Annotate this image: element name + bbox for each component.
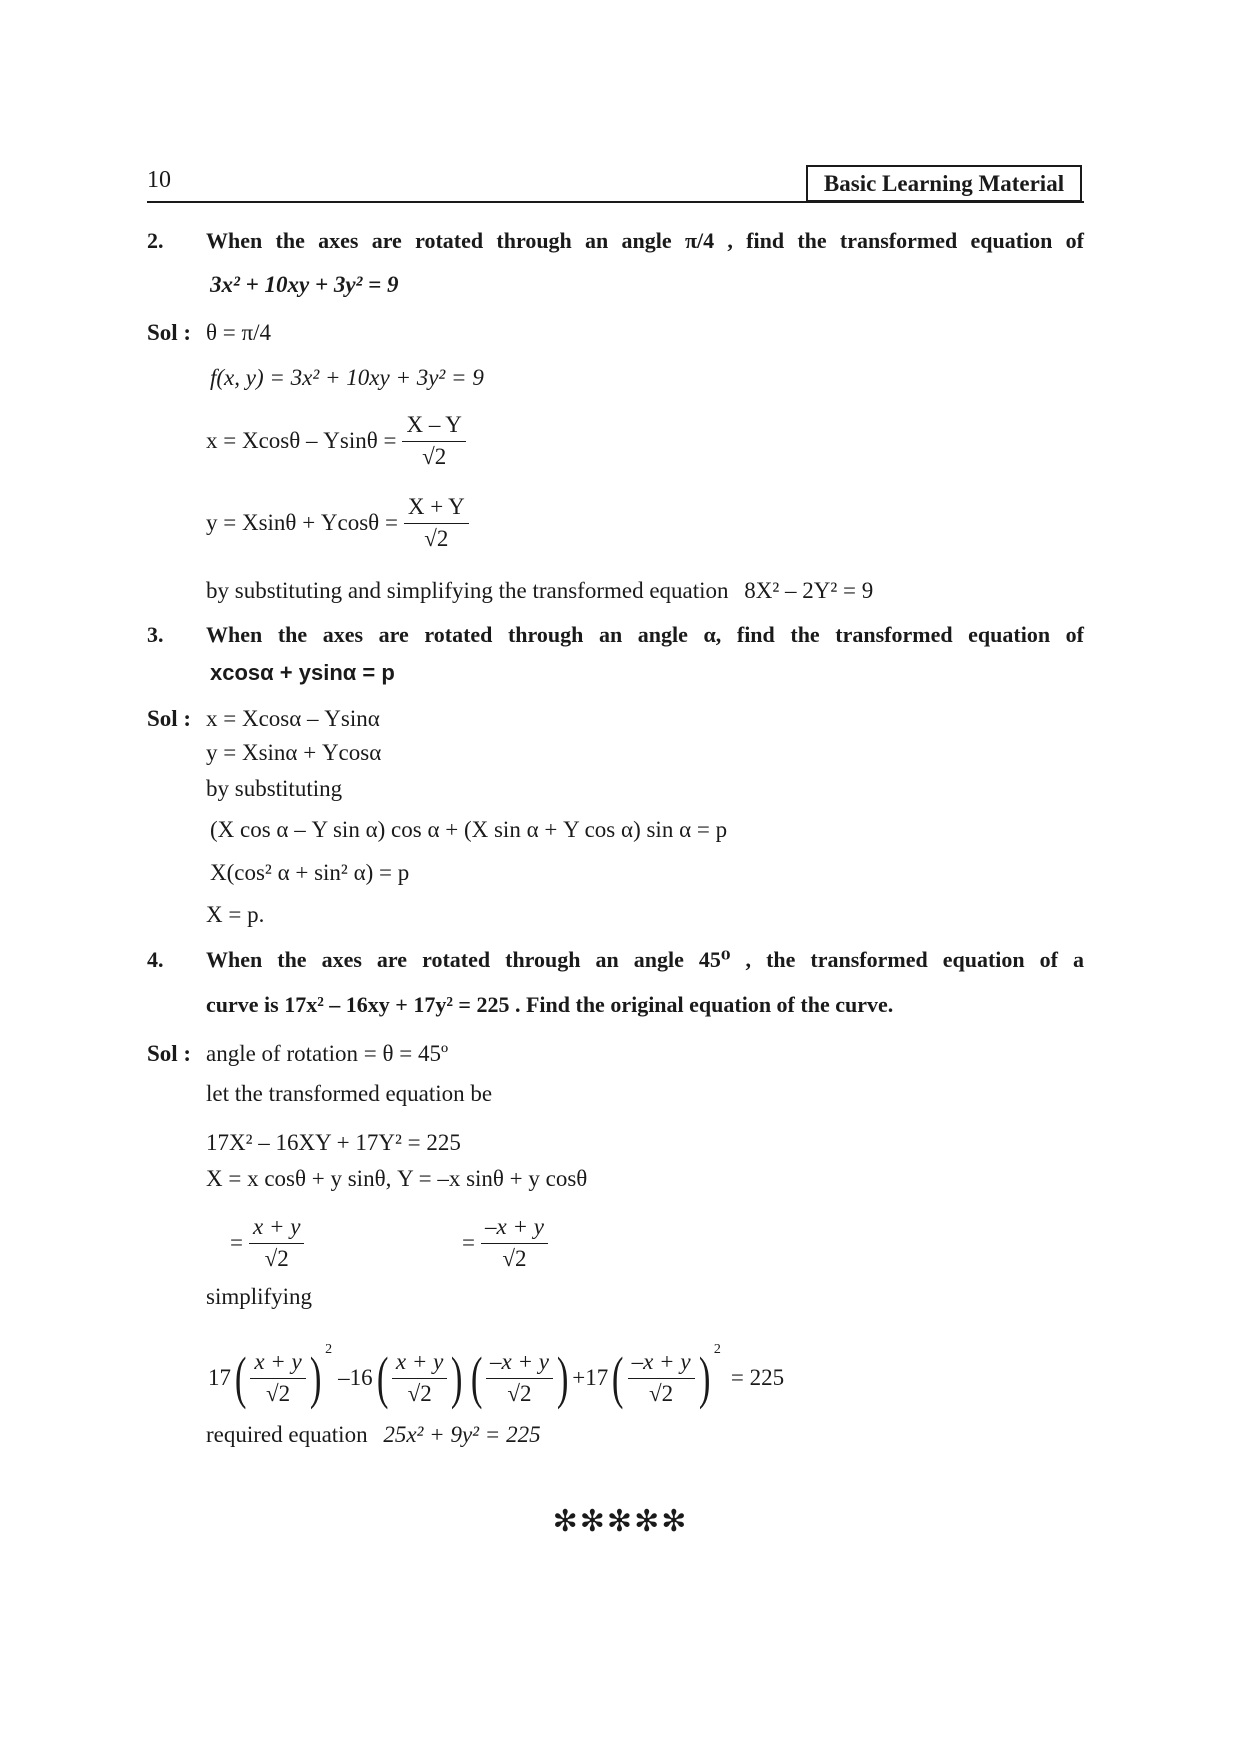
right-paren-icon: ) <box>309 1345 322 1410</box>
q4-number: 4. <box>147 947 164 972</box>
q2-result <box>206 578 873 604</box>
q4-term-4-numerator: –x + y <box>628 1349 695 1379</box>
q4-term-2-numerator: x + y <box>392 1349 447 1379</box>
q4-line-2: let the transformed equation be <box>206 1081 493 1106</box>
left-paren-icon: ( <box>376 1345 389 1410</box>
q4-expanded-expression <box>208 1338 784 1418</box>
q4-term-2 <box>373 1345 467 1410</box>
q4-y-fraction <box>481 1214 548 1272</box>
q2-x-denominator: √2 <box>422 444 447 469</box>
q4-coef-17a: 17 <box>208 1365 231 1390</box>
q3-line-1: x = Xcosα – Ysinα <box>206 706 380 731</box>
q4-rhs: = 225 <box>730 1365 785 1390</box>
q4-line-4: X = x cosθ + y sinθ, Y = –x sinθ + y cosθ <box>206 1166 588 1191</box>
q4-term-1-fraction <box>250 1349 305 1407</box>
q4-term-3-denominator: √2 <box>507 1381 532 1406</box>
q2-y-denominator: √2 <box>424 526 449 551</box>
q4-y-numerator: –x + y <box>481 1214 548 1244</box>
q4-term-1-numerator: x + y <box>250 1349 305 1379</box>
header-title: Basic Learning Material <box>806 165 1082 202</box>
q4-sol-label: Sol : <box>147 1041 192 1066</box>
q4-y-fraction-row <box>462 1214 554 1272</box>
q4-term-3-fraction <box>486 1349 553 1407</box>
q4-term-4-exponent: 2 <box>713 1342 721 1357</box>
q2-y-lhs: y = Xsinθ + Ycosθ = <box>206 510 398 535</box>
left-paren-icon: ( <box>234 1345 247 1410</box>
right-paren-icon: ) <box>451 1345 463 1410</box>
q2-y-numerator: X + Y <box>404 494 469 524</box>
q2-x-numerator: X – Y <box>402 412 465 442</box>
q4-x-equals: = <box>230 1230 243 1255</box>
q4-term-1 <box>231 1342 333 1410</box>
q4-coef-16: –16 <box>338 1365 373 1390</box>
q4-result-equation: 25x² + 9y² = 225 <box>383 1422 541 1447</box>
q4-question-line-2: curve is 17x² – 16xy + 17y² = 225 . Find the original equation of the curve. <box>206 992 894 1017</box>
q2-x-fraction <box>402 412 465 470</box>
q4-term-4-fraction <box>628 1349 695 1407</box>
q3-line-4: (X cos α – Y sin α) cos α + (X sin α + Y cos α) sin α = p <box>210 817 728 842</box>
q4-term-2-denominator: √2 <box>407 1381 432 1406</box>
q4-line-3: 17X² – 16XY + 17Y² = 225 <box>206 1130 461 1155</box>
q4-term-4 <box>608 1342 721 1410</box>
q2-x-lhs: x = Xcosθ – Ysinθ = <box>206 428 397 453</box>
q4-term-2-fraction <box>392 1349 447 1407</box>
q4-question-line-1: When the axes are rotated through an angle 45⁰ , the transformed equation of a <box>206 947 1084 972</box>
q4-x-denominator: √2 <box>264 1246 289 1271</box>
right-paren-icon: ) <box>698 1345 710 1410</box>
right-paren-icon: ) <box>556 1345 569 1410</box>
q3-sol-label: Sol : <box>147 706 192 731</box>
q4-term-1-denominator: √2 <box>265 1381 291 1406</box>
q4-y-denominator: √2 <box>502 1246 527 1271</box>
q2-result-text: by substituting and simplifying the transformed equation <box>206 578 729 603</box>
q3-line-6: X = p. <box>206 902 265 927</box>
q2-number: 2. <box>147 228 164 253</box>
q2-f-line: f(x, y) = 3x² + 10xy + 3y² = 9 <box>210 365 484 390</box>
q4-x-fraction-row <box>230 1214 310 1272</box>
left-paren-icon: ( <box>612 1345 624 1410</box>
q4-result-text: required equation <box>206 1422 368 1447</box>
header-rule <box>147 201 1084 203</box>
q3-line-3: by substituting <box>206 776 343 801</box>
q2-y-fraction <box>404 494 469 552</box>
q4-term-3-numerator: –x + y <box>486 1349 553 1379</box>
q4-term-3 <box>467 1345 573 1410</box>
q3-equation: xcosα + ysinα = p <box>210 660 395 685</box>
q4-line-1: angle of rotation = θ = 45º <box>206 1041 449 1066</box>
q2-sol-label: Sol : <box>147 320 192 345</box>
q4-x-numerator: x + y <box>249 1214 304 1244</box>
q3-line-5: X(cos² α + sin² α) = p <box>210 860 410 885</box>
q4-result <box>206 1422 541 1448</box>
q3-line-2: y = Xsinα + Ycosα <box>206 740 382 765</box>
q2-question: When the axes are rotated through an angle π/4 , find the transformed equation of <box>206 228 1084 253</box>
left-paren-icon: ( <box>470 1345 483 1410</box>
q2-result-equation: 8X² – 2Y² = 9 <box>744 578 874 603</box>
q4-term-4-denominator: √2 <box>649 1381 674 1406</box>
q2-y-substitution <box>206 494 475 552</box>
page-number: 10 <box>147 167 171 193</box>
q2-x-substitution <box>206 412 472 470</box>
q3-question: When the axes are rotated through an angle α, find the transformed equation of <box>206 622 1084 647</box>
q4-x-fraction <box>249 1214 304 1272</box>
q3-number: 3. <box>147 622 164 647</box>
q4-term-1-exponent: 2 <box>325 1342 333 1357</box>
q2-sol-theta: θ = π/4 <box>206 320 271 345</box>
q4-y-equals: = <box>462 1230 475 1255</box>
q2-equation: 3x² + 10xy + 3y² = 9 <box>210 272 399 297</box>
q4-line-5: simplifying <box>206 1284 313 1309</box>
end-stars-divider: ✻✻✻✻✻ <box>552 1505 689 1538</box>
q4-coef-17b: +17 <box>572 1365 609 1390</box>
